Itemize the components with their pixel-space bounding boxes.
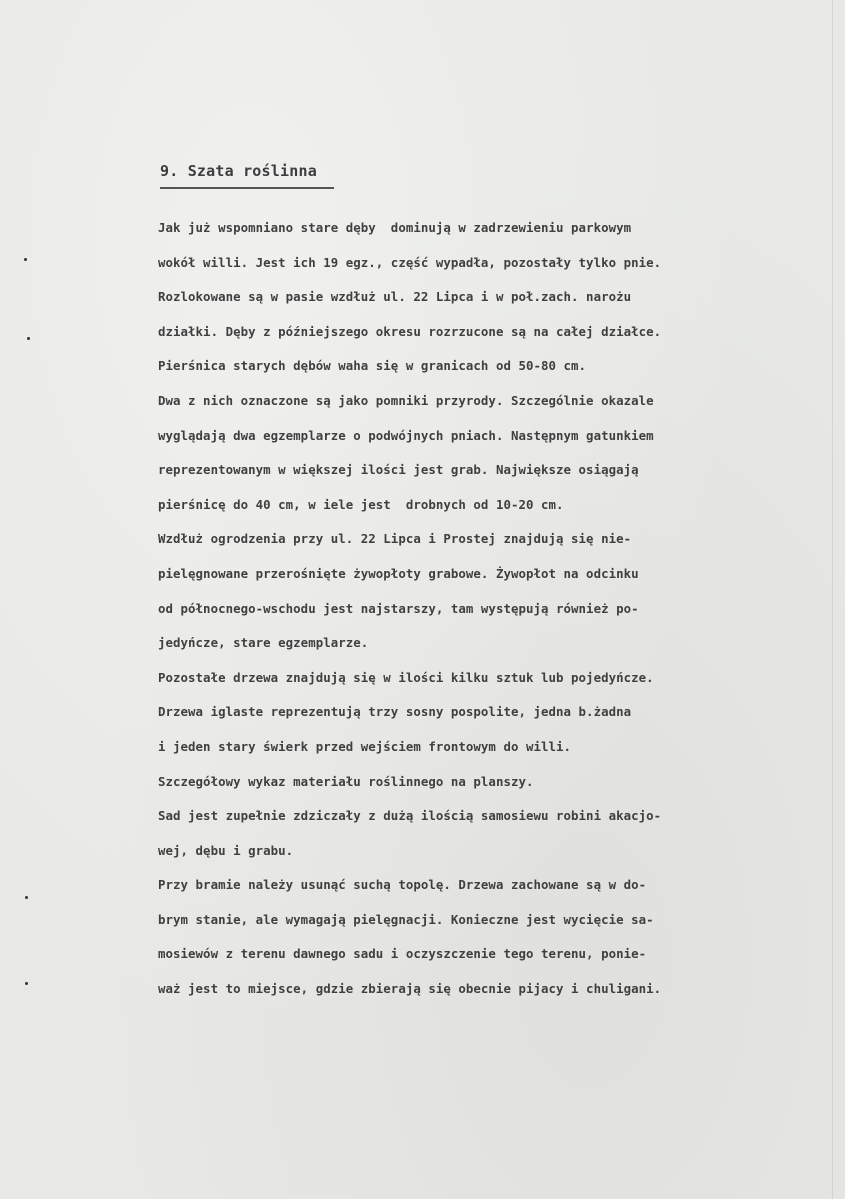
text-line: i jeden stary świerk przed wejściem frontowym do willi.: [158, 738, 572, 754]
text-line: Drzewa iglaste reprezentują trzy sosny pospolite, jedna b.żadna: [158, 704, 632, 720]
text-line: od północnego-wschodu jest najstarszy, tam występują również po-: [158, 600, 639, 616]
text-line: wyglądają dwa egzemplarze o podwójnych pniach. Następnym gatunkiem: [158, 427, 654, 443]
text-line: Jak już wspomniano stare dęby dominują w zadrzewieniu parkowym: [158, 220, 632, 235]
heading-underline: [160, 187, 334, 189]
text-line: wokół willi. Jest ich 19 egz., część wypadła, pozostały tylko pnie.: [158, 254, 662, 270]
text-line: pierśnicę do 40 cm, w iele jest drobnych od 10-20 cm.: [158, 496, 564, 512]
text-line: jedyńcze, stare egzemplarze.: [158, 635, 369, 651]
text-line: Pierśnica starych dębów waha się w granicach od 50-80 cm.: [158, 358, 587, 374]
text-line: wej, dębu i grabu.: [158, 842, 294, 858]
body-text: [158, 218, 844, 1014]
margin-mark: [25, 896, 28, 899]
text-line: brym stanie, ale wymagają pielęgnacji. Konieczne jest wycięcie sa-: [158, 911, 654, 927]
text-line: Pozostałe drzewa znajdują się w ilości kilku sztuk lub pojedyńcze.: [158, 669, 654, 685]
text-line: Przy bramie należy usunąć suchą topolę. Drzewa zachowane są w do-: [158, 877, 647, 893]
text-line: mosiewów z terenu dawnego sadu i oczyszczenie tego terenu, ponie-: [158, 946, 647, 962]
text-line: Sad jest zupełnie zdziczały z dużą ilością samosiewu robini akacjo-: [158, 808, 662, 824]
text-line: Rozlokowane są w pasie wzdłuż ul. 22 Lipca i w poł.zach. narożu: [158, 289, 632, 305]
margin-mark: [25, 982, 28, 985]
text-line: reprezentowanym w większej ilości jest grab. Największe osiągają: [158, 462, 639, 478]
margin-mark: [24, 258, 27, 261]
text-line: waż jest to miejsce, gdzie zbierają się obecnie pijacy i chuligani.: [158, 981, 662, 997]
section-heading: 9. Szata roślinna: [160, 162, 317, 180]
text-line: działki. Dęby z późniejszego okresu rozrzucone są na całej działce.: [158, 323, 662, 339]
text-line: Dwa z nich oznaczone są jako pomniki przyrody. Szczególnie okazale: [158, 392, 654, 408]
text-line: pielęgnowane przerośnięte żywopłoty grabowe. Żywopłot na odcinku: [158, 565, 639, 581]
margin-mark: [27, 337, 30, 340]
text-line: Szczegółowy wykaz materiału roślinnego na planszy.: [158, 773, 534, 789]
text-line: Wzdłuż ogrodzenia przy ul. 22 Lipca i Prostej znajdują się nie-: [158, 531, 632, 547]
